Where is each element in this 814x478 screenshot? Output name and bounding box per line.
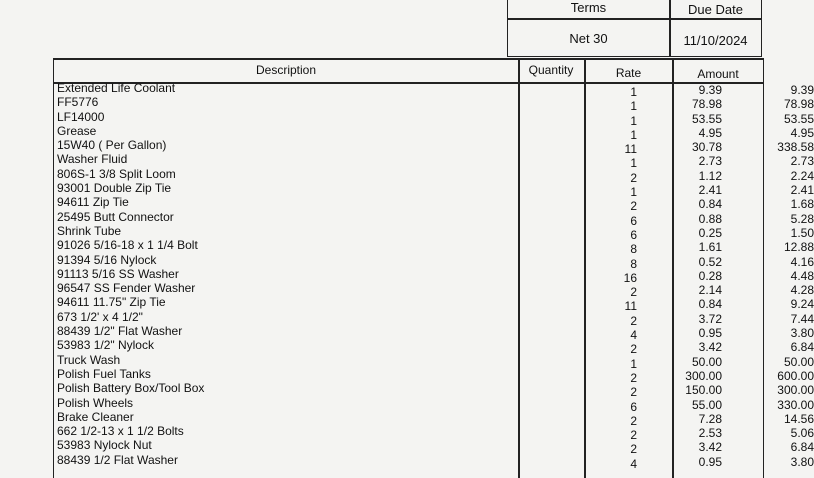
item-quantity: 2 <box>630 442 637 457</box>
table-row <box>57 295 814 314</box>
item-description: Shrink Tube <box>57 223 122 238</box>
item-description: 673 1/2' x 4 1/2" <box>57 309 143 324</box>
item-quantity: 11 <box>624 299 637 314</box>
item-description: 96547 SS Fender Washer <box>57 281 196 296</box>
item-amount: 2.24 <box>790 168 814 183</box>
table-row <box>57 409 814 428</box>
item-quantity: 2 <box>630 170 637 185</box>
item-rate: 0.88 <box>698 211 722 226</box>
item-rate: 78.98 <box>691 97 722 112</box>
item-quantity: 2 <box>630 285 637 300</box>
amount-header: Amount <box>697 67 739 81</box>
item-description: Polish Battery Box/Tool Box <box>57 381 205 396</box>
item-quantity: 6 <box>630 213 637 228</box>
item-rate: 30.78 <box>691 140 722 155</box>
item-amount: 1.50 <box>790 225 814 240</box>
item-quantity: 1 <box>630 85 637 99</box>
table-row <box>57 81 814 99</box>
item-rate: 2.14 <box>698 283 722 298</box>
item-rate: 3.42 <box>698 440 722 455</box>
item-quantity: 6 <box>630 399 637 414</box>
item-amount: 53.55 <box>783 111 814 126</box>
item-description: 91026 5/16-18 x 1 1/4 Bolt <box>57 238 198 253</box>
table-row <box>57 424 814 443</box>
table-row <box>57 395 814 414</box>
item-amount: 5.06 <box>790 426 814 441</box>
item-amount: 3.80 <box>790 454 814 469</box>
item-amount: 7.44 <box>790 311 814 326</box>
item-rate: 0.52 <box>698 254 722 269</box>
table-row <box>57 309 814 328</box>
table-row <box>57 123 814 142</box>
item-amount: 3.80 <box>790 326 814 341</box>
item-description: 94611 11.75" Zip Tie <box>57 295 166 310</box>
item-rate: 0.25 <box>698 225 722 240</box>
table-row <box>57 109 814 128</box>
item-description: 91394 5/16 Nylock <box>57 252 157 267</box>
item-rate: 3.72 <box>698 311 722 326</box>
item-rate: 9.39 <box>698 83 722 97</box>
item-rate: 1.61 <box>698 240 722 255</box>
item-amount: 330.00 <box>777 397 814 412</box>
item-description: 53983 1/2" Nylock <box>57 338 154 353</box>
item-rate: 2.73 <box>698 154 722 169</box>
item-rate: 0.28 <box>698 268 722 283</box>
table-row <box>57 95 814 114</box>
table-row <box>57 366 814 385</box>
item-amount: 4.16 <box>790 254 814 269</box>
item-amount: 78.98 <box>783 97 814 112</box>
item-quantity: 16 <box>623 270 637 285</box>
item-amount: 300.00 <box>777 383 814 398</box>
item-rate: 3.42 <box>698 340 722 355</box>
table-row <box>57 338 814 357</box>
item-description: Truck Wash <box>57 352 121 367</box>
item-description: 53983 Nylock Nut <box>57 438 152 453</box>
item-quantity: 1 <box>630 156 637 171</box>
table-row <box>57 181 814 200</box>
table-row <box>57 324 814 343</box>
table-row <box>57 381 814 400</box>
item-description: LF14000 <box>57 109 105 124</box>
item-quantity: 2 <box>630 199 637 214</box>
item-amount: 2.41 <box>790 183 814 198</box>
item-description: Polish Fuel Tanks <box>57 366 151 381</box>
item-description: 93001 Double Zip Tie <box>57 181 172 196</box>
item-quantity: 2 <box>630 313 637 328</box>
item-quantity: 8 <box>630 242 637 257</box>
item-description: Washer Fluid <box>57 152 128 167</box>
table-row <box>57 252 814 271</box>
table-row <box>57 281 814 300</box>
item-amount: 5.28 <box>790 211 814 226</box>
item-rate: 0.95 <box>698 454 722 469</box>
item-description: Grease <box>57 123 97 138</box>
item-amount: 6.84 <box>790 340 814 355</box>
table-row <box>57 223 814 242</box>
item-description: 806S-1 3/8 Split Loom <box>57 166 176 181</box>
item-rate: 53.55 <box>691 111 722 126</box>
item-amount: 600.00 <box>777 368 814 383</box>
item-quantity: 2 <box>630 370 637 385</box>
table-row <box>57 238 814 257</box>
item-rate: 1.12 <box>698 168 722 183</box>
item-quantity: 1 <box>630 185 637 200</box>
quantity-header: Quantity <box>528 63 574 77</box>
item-rate: 2.53 <box>698 426 722 441</box>
item-description: Polish Wheels <box>57 395 134 410</box>
item-quantity: 2 <box>630 342 637 357</box>
item-rate: 55.00 <box>691 397 722 412</box>
item-rate: 0.95 <box>698 326 722 341</box>
item-rate: 7.28 <box>698 411 722 426</box>
item-description: 25495 Butt Connector <box>57 209 174 224</box>
item-quantity: 2 <box>630 413 637 428</box>
item-quantity: 4 <box>630 328 637 343</box>
item-rate: 2.41 <box>698 183 722 198</box>
item-description: 662 1/2-13 x 1 1/2 Bolts <box>57 424 184 439</box>
due-date-label: Due Date <box>688 2 743 17</box>
line-items <box>57 81 814 471</box>
table-row <box>57 209 814 228</box>
item-description: Extended Life Coolant <box>57 81 176 95</box>
table-row <box>57 195 814 214</box>
rate-header: Rate <box>615 66 642 80</box>
item-amount: 12.88 <box>783 240 814 255</box>
item-description: 94611 Zip Tie <box>57 195 129 210</box>
item-description: 15W40 ( Per Gallon) <box>57 138 167 153</box>
item-description: 91113 5/16 SS Washer <box>57 266 179 281</box>
item-rate: 0.84 <box>698 297 722 312</box>
item-quantity: 8 <box>630 256 637 271</box>
item-rate: 50.00 <box>691 354 722 369</box>
terms-value: Net 30 <box>569 31 608 46</box>
table-row <box>57 152 814 171</box>
item-quantity: 1 <box>630 99 637 114</box>
item-amount: 338.58 <box>777 140 814 155</box>
item-amount: 1.68 <box>790 197 814 212</box>
item-rate: 300.00 <box>685 368 722 383</box>
table-row <box>57 266 814 285</box>
item-quantity: 2 <box>630 428 637 443</box>
table-top-border <box>54 58 763 60</box>
table-row <box>57 352 814 371</box>
table-row <box>57 138 814 157</box>
item-amount: 4.95 <box>790 125 814 140</box>
item-amount: 9.39 <box>790 83 814 97</box>
item-description: FF5776 <box>57 95 99 110</box>
table-row <box>57 452 814 471</box>
item-quantity: 1 <box>630 127 637 142</box>
item-amount: 4.28 <box>790 283 814 298</box>
description-header: Description <box>255 63 317 77</box>
item-amount: 6.84 <box>790 440 814 455</box>
item-amount: 9.24 <box>790 297 814 312</box>
item-rate: 0.84 <box>698 197 722 212</box>
item-rate: 150.00 <box>685 383 722 398</box>
item-quantity: 4 <box>630 456 637 471</box>
table-row <box>57 166 814 185</box>
item-quantity: 2 <box>630 385 637 400</box>
item-amount: 14.56 <box>783 411 814 426</box>
item-quantity: 1 <box>630 356 637 371</box>
item-description: 88439 1/2" Flat Washer <box>57 324 183 339</box>
terms-label: Terms <box>570 0 607 15</box>
item-quantity: 11 <box>624 142 637 157</box>
item-quantity: 6 <box>630 227 637 242</box>
table-row <box>57 438 814 457</box>
item-amount: 2.73 <box>790 154 814 169</box>
terms-divider-horizontal <box>508 18 761 20</box>
item-description: Brake Cleaner <box>57 409 134 424</box>
item-rate: 4.95 <box>698 125 722 140</box>
item-amount: 4.48 <box>790 268 814 283</box>
item-description: 88439 1/2 Flat Washer <box>57 452 178 467</box>
item-quantity: 1 <box>630 113 637 128</box>
item-amount: 50.00 <box>783 354 814 369</box>
terms-box <box>507 0 762 57</box>
due-date-value: 11/10/2024 <box>683 33 748 48</box>
